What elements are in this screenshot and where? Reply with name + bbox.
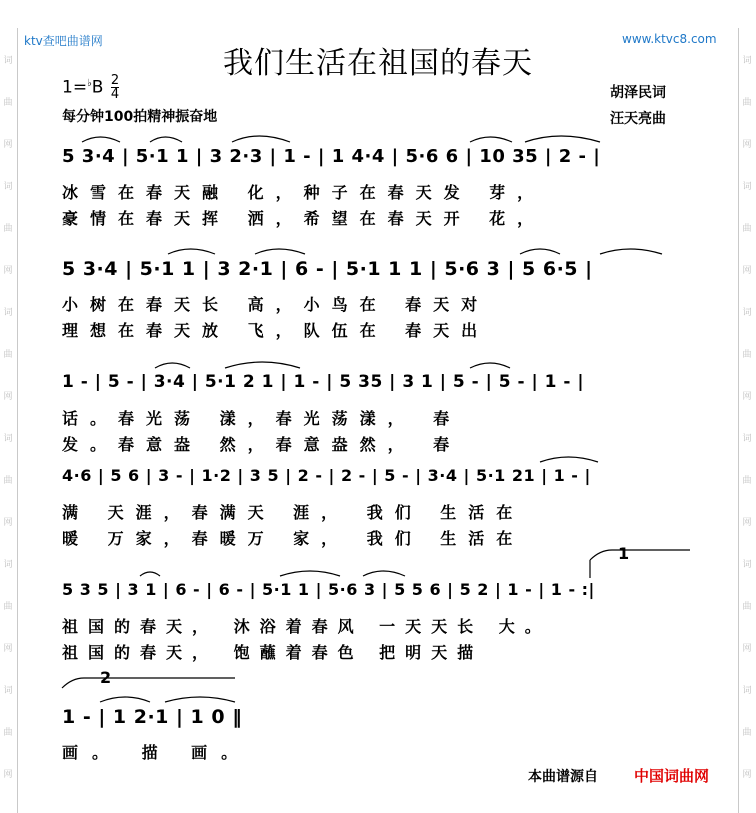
side-watermark-char: 词 [3,182,13,192]
time-bottom: 4 [110,87,120,102]
composer: 汪天亮曲 [610,111,666,127]
slur-mark [155,363,190,368]
side-watermark-char: 曲 [742,476,752,486]
side-watermark-char: 词 [742,434,752,444]
side-watermark-char: 曲 [742,224,752,234]
slur-mark [255,249,305,254]
slur-mark [520,249,560,254]
lyrics-line-6-verse-1: 画。 描 画。 [62,743,252,762]
notation-line-5: 5 3 5 | 3 1 | 6 - | 6 - | 5·1 1 | 5·6 3 | 5 5 6 | 5 2 | 1 - | 1 - :| [62,580,595,599]
song-title: 我们生活在祖国的春天 [223,46,533,81]
second-ending-label: 2 [100,668,112,687]
side-watermark-char: 曲 [742,350,752,360]
lyrics-line-4-verse-2: 暖 万家，春暖万 家， 我们 生活在 [62,529,525,548]
slur-mark [150,137,182,142]
lyrics-line-5-verse-1: 祖国的春天， 沐浴着春风 一天天长 大。 [62,617,551,636]
side-watermark-char: 网 [3,140,13,150]
notation-line-6: 1 - | 1 2·1 | 1 0 ‖ [62,706,243,728]
top-right-watermark: www.ktvc8.com [622,32,717,46]
source-site-link[interactable]: 中国词曲网 [634,767,710,785]
lyricist: 胡泽民词 [610,85,666,101]
lyrics-line-2-verse-1: 小树在春天长 高，小鸟在 春天对 [62,295,490,314]
side-watermark-char: 曲 [3,728,13,738]
side-watermark-char: 网 [3,266,13,276]
tempo-marking: 每分钟100拍精神振奋地 [62,109,218,125]
notation-line-1: 5 3·4 | 5·1 1 | 3 2·3 | 1 - | 1 4·4 | 5·6 6 | 10 35 | 2 - | [62,146,601,167]
top-left-watermark: ktv查吧曲谱网 [24,34,103,48]
slur-mark [168,249,215,254]
side-watermark-char: 词 [742,182,752,192]
slur-mark [165,697,235,702]
side-watermark-char: 网 [742,140,752,150]
side-watermark-char: 词 [3,434,13,444]
side-watermark-char: 网 [3,770,13,780]
slur-mark [540,457,598,462]
slur-mark [100,697,150,702]
notation-line-2: 5 3·4 | 5·1 1 | 3 2·1 | 6 - | 5·1 1 1 | 5·6 3 | 5 6·5 | [62,258,593,280]
side-watermark-char: 曲 [3,224,13,234]
slur-mark [525,136,600,142]
side-watermark-char: 词 [3,686,13,696]
slur-mark [140,572,160,576]
side-watermark-char: 曲 [742,728,752,738]
time-top: 2 [110,73,120,88]
lyrics-line-3-verse-1: 话。春光荡 漾，春光荡漾， 春 [62,409,462,428]
side-watermark-char: 网 [742,770,752,780]
side-watermark-char: 词 [3,308,13,318]
slur-mark [225,362,300,368]
side-watermark-char: 词 [742,686,752,696]
side-watermark-char: 词 [742,308,752,318]
side-watermark-char: 曲 [3,476,13,486]
side-watermark-char: 曲 [742,602,752,612]
side-watermark-char: 词 [742,56,752,66]
second-ending-bracket [62,678,235,688]
side-watermark-char: 网 [742,518,752,528]
side-watermark-char: 词 [3,56,13,66]
source-label: 本曲谱源自 [528,769,598,785]
side-watermark-char: 曲 [742,98,752,108]
side-watermark-char: 网 [3,392,13,402]
side-watermark-char: 网 [742,266,752,276]
key-prefix: 1= [62,77,88,98]
side-watermark-char: 网 [742,392,752,402]
slur-mark [280,571,340,576]
side-watermark-char: 曲 [3,350,13,360]
lyrics-line-4-verse-1: 满 天涯，春满天 涯， 我们 生活在 [62,503,525,522]
first-ending-label: 1 [618,544,630,563]
slur-mark [470,137,512,142]
side-watermark-char: 词 [3,560,13,570]
notation-line-4: 4·6 | 5 6 | 3 - | 1·2 | 3 5 | 2 - | 2 - | 5 - | 3·4 | 5·1 21 | 1 - | [62,466,591,485]
key-flat: ♭ [87,77,92,89]
slur-mark [470,363,510,368]
side-watermark-char: 曲 [3,602,13,612]
side-watermark-char: 网 [3,518,13,528]
lyrics-line-3-verse-2: 发。春意盎 然，春意盎然， 春 [62,435,462,454]
slur-mark [363,571,405,576]
key-note: B [91,77,104,98]
side-watermark-char: 词 [742,560,752,570]
lyrics-line-2-verse-2: 理想在春天放 飞，队伍在 春天出 [62,321,490,340]
slur-mark [82,137,120,142]
lyrics-line-1-verse-1: 冰雪在春天融 化，种子在春天发 芽， [62,183,546,202]
lyrics-line-1-verse-2: 豪情在春天挥 洒，希望在春天开 花， [62,209,546,228]
side-watermark-char: 网 [742,644,752,654]
lyrics-line-5-verse-2: 祖国的春天， 饱蘸着春色 把明天描 [62,643,484,662]
side-watermark-char: 网 [3,644,13,654]
slur-mark [232,136,290,142]
slur-mark [600,249,662,254]
first-ending-bracket [590,550,690,560]
notation-line-3: 1 - | 5 - | 3·4 | 5·1 2 1 | 1 - | 5 35 | 3 1 | 5 - | 5 - | 1 - | [62,372,585,392]
side-watermark-char: 曲 [3,98,13,108]
